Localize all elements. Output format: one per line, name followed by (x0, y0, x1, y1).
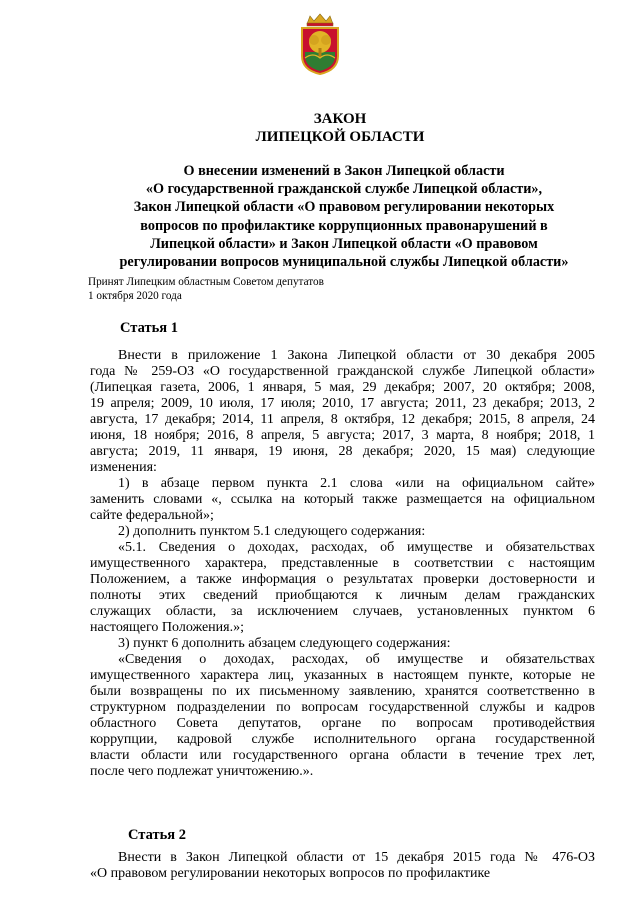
text-line: власти области или государственного органа области в течение трех лет, (90, 748, 595, 763)
law-title (90, 110, 590, 146)
text-line: августа; 2019, 11 января, 19 июня, 28 декабря; 2020, 15 мая) следующие (90, 444, 595, 459)
text-line: Внести в приложение 1 Закона Липецкой области от 30 декабря 2005 (118, 348, 595, 363)
text-line: года № 259-ОЗ «О государственной гражданской службе Липецкой области» (90, 364, 595, 379)
subtitle-line: Закон Липецкой области «О правовом регулировании некоторых (133, 199, 555, 216)
text-line: 3) пункт 6 дополнить абзацем следующего содержания: (118, 636, 451, 651)
text-line: были возвращены по их письменному заявлению, хранятся соответственно в (90, 684, 595, 699)
text-line: после чего подлежат уничтожению.». (90, 764, 314, 779)
text-line: Положением, а также информация о результатах проверки достоверности и (90, 572, 595, 587)
law-title-line2: ЛИПЕЦКОЙ ОБЛАСТИ (255, 129, 425, 145)
text-line: августа, 17 декабря; 2014, 11 апреля, 8 октября, 12 декабря; 2015, 8 апреля, 24 (90, 412, 595, 427)
text-line: заменить словами «, ссылка на который также размещается на официальном (90, 492, 595, 507)
adoption-date: 1 октября 2020 года (88, 290, 182, 302)
text-line: Внести в Закон Липецкой области от 15 декабря 2015 года № 476-ОЗ (118, 850, 595, 865)
article-2-heading: Статья 2 (128, 827, 186, 843)
subtitle-line: О внесении изменений в Закон Липецкой области (183, 163, 505, 179)
text-line: коррупции, кадровой службе исполнительного органа государственной (90, 732, 595, 747)
text-line: «Сведения о доходах, расходах, об имуществе и обязательствах (118, 652, 595, 667)
text-line: 19 апреля; 2009, 10 июля, 17 июля; 2010, 17 августа; 2011, 23 декабря; 2013, 2 (90, 396, 595, 411)
text-line: служащих области, за исключением случаев, установленных пунктом 6 (90, 604, 595, 619)
text-line: «5.1. Сведения о доходах, расходах, об имуществе и обязательствах (118, 540, 595, 555)
text-line: настоящего Положения.»; (90, 620, 244, 635)
adoption-body: Принят Липецким областным Советом депутатов (88, 276, 324, 288)
lipetsk-coat-of-arms-icon (298, 12, 342, 76)
text-line: июня, 18 ноября; 2016, 8 апреля, 5 августа; 2017, 3 марта, 8 ноября; 2018, 1 (90, 428, 595, 443)
subtitle-line: регулировании вопросов муниципальной службы Липецкой области» (119, 254, 569, 271)
text-line: изменения: (90, 460, 157, 475)
text-line: областного Совета депутатов, органе по вопросам противодействия (90, 716, 595, 731)
text-line: имущественного характера лиц, указанных в настоящем пункте, которые не (90, 668, 595, 683)
subtitle-line: вопросов по профилактике коррупционных правонарушений в (140, 217, 548, 234)
subtitle-line: «О государственной гражданской службе Липецкой области», (145, 181, 543, 198)
text-line: «О правовом регулировании некоторых вопросов по профилактике (90, 866, 491, 881)
article-1-heading: Статья 1 (120, 320, 178, 336)
article-2-body (90, 850, 595, 882)
text-line: 1) в абзаце первом пункта 2.1 слова «или на официальном сайте» (118, 476, 595, 491)
law-subtitle (92, 162, 596, 271)
text-line: сайте федеральной»; (90, 508, 214, 523)
article-1-body (90, 348, 595, 780)
text-line: полноты этих сведений приобщаются к личным делам гражданских (90, 588, 595, 603)
law-title-line1: ЗАКОН (313, 111, 367, 127)
text-line: структурном подразделении по вопросам государственной службы и кадров (90, 700, 595, 715)
subtitle-line: Липецкой области» и Закон Липецкой области «О правовом (150, 235, 538, 252)
adoption-note (88, 275, 324, 303)
text-line: имущественного характера, представленные в соответствии с настоящим (90, 556, 595, 571)
text-line: (Липецкая газета, 2006, 1 января, 5 мая, 29 декабря; 2007, 20 октября; 2008, (90, 380, 595, 395)
text-line: 2) дополнить пунктом 5.1 следующего содержания: (118, 524, 426, 539)
